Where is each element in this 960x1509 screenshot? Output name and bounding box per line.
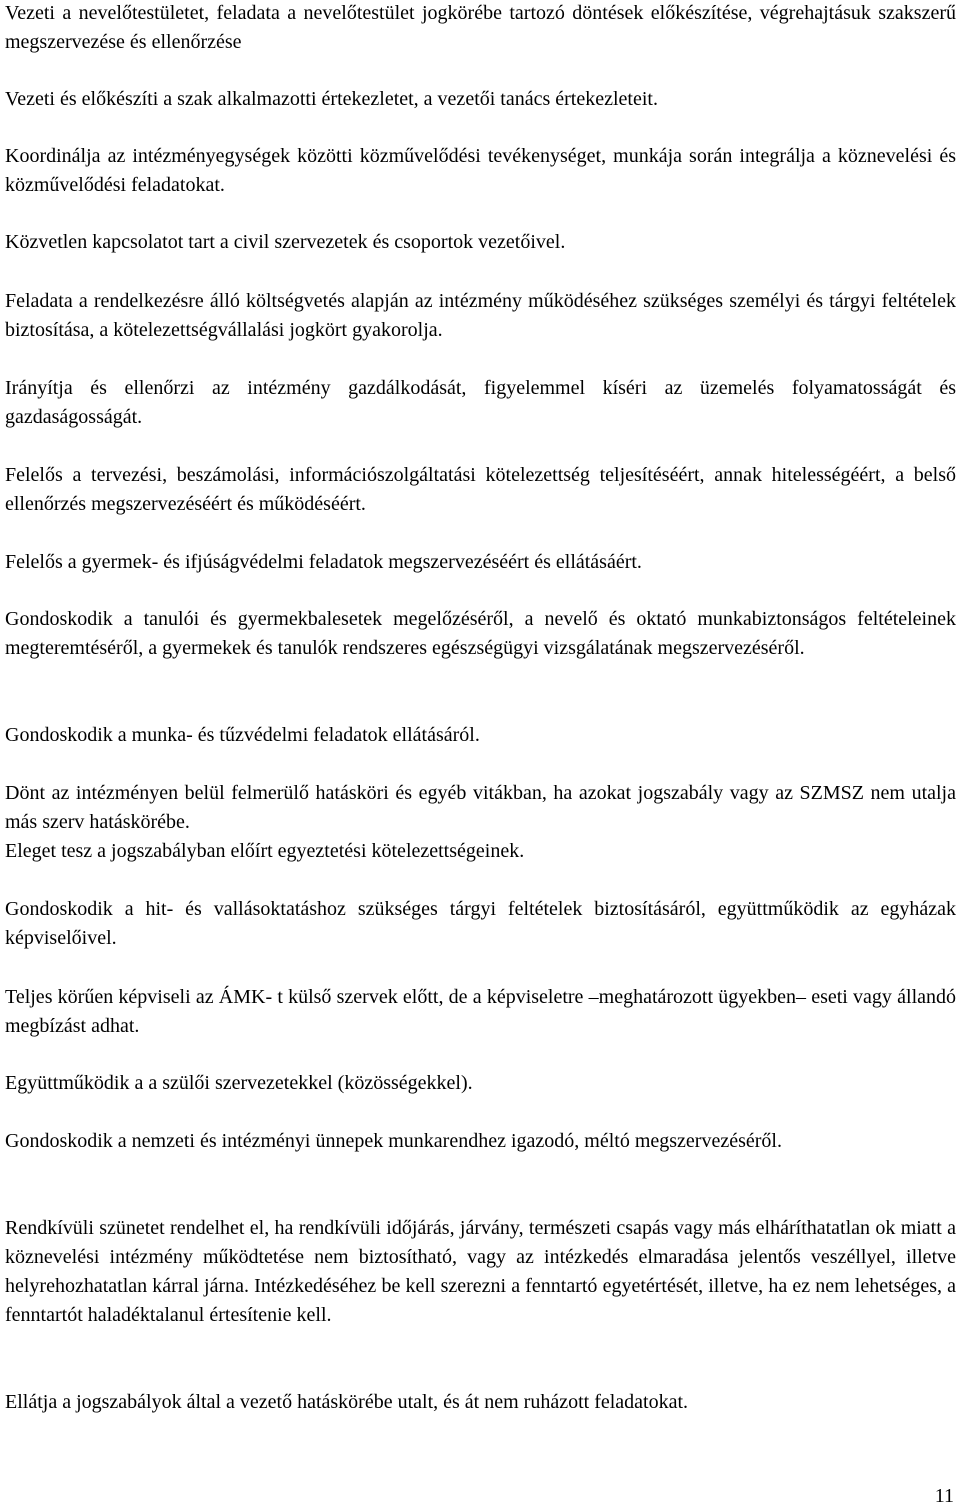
paragraph-5: Feladata a rendelkezésre álló költségvetés alapján az intézmény működéséhez szükséges személyi és tárgyi feltételek biztosítása, a kötelezettségvállalási jogkört gyakorolja. xyxy=(5,290,956,341)
paragraph-2: Vezeti és előkészíti a szak alkalmazotti értekezletet, a vezetői tanács értekezleteit. xyxy=(5,88,658,110)
paragraph-15: Együttműködik a a szülői szervezetekkel (közösségekkel). xyxy=(5,1072,473,1094)
paragraph-12: Eleget tesz a jogszabályban előírt egyeztetési kötelezettségeinek. xyxy=(5,840,525,862)
paragraph-4: Közvetlen kapcsolatot tart a civil szervezetek és csoportok vezetőivel. xyxy=(5,231,566,253)
paragraph-16: Gondoskodik a nemzeti és intézményi ünnepek munkarendhez igazodó, méltó megszervezéséről. xyxy=(5,1130,782,1152)
paragraph-11: Dönt az intézményen belül felmerülő hatásköri és egyéb vitákban, ha azokat jogszabály vagy az SZMSZ nem utalja más szerv hatáskörébe. xyxy=(5,782,956,833)
paragraph-17: Rendkívüli szünetet rendelhet el, ha rendkívüli időjárás, járvány, természeti csapás vagy más elháríthatatlan ok miatt a köznevelési intézmény működtetése nem biztosítható, vagy az intézkedés elmaradása jelentős veszéllyel, illetve helyrehozhatatlan kárral járna. Intézkedéséhez be kell szerezni a fenntartó egyetértését, illetve, ha ez nem lehetséges, a fenntartót haladéktalanul értesítenie kell. xyxy=(5,1217,956,1326)
paragraph-8: Felelős a gyermek- és ifjúságvédelmi feladatok megszervezéséért és ellátásáért. xyxy=(5,551,642,573)
paragraph-7: Felelős a tervezési, beszámolási, információszolgáltatási kötelezettség teljesítéséért, annak hitelességéért, a belső ellenőrzés megszervezéséért és működéséért. xyxy=(5,464,956,515)
paragraph-9: Gondoskodik a tanulói és gyermekbalesetek megelőzéséről, a nevelő és oktató munkabiztonságos feltételeinek megteremtéséről, a gyermekek és tanulók rendszeres egészségügyi vizsgálatának megszervezéséről. xyxy=(5,608,956,659)
paragraph-14: Teljes körűen képviseli az ÁMK- t külső szervek előtt, de a képviseletre –meghatározott ügyekben– eseti vagy állandó megbízást adhat. xyxy=(5,986,956,1037)
page-number: 11 xyxy=(934,1485,954,1507)
paragraph-3: Koordinálja az intézményegységek közötti közművelődési tevékenységet, munkája során integrálja a köznevelési és közművelődési feladatokat. xyxy=(5,145,956,196)
paragraph-18: Ellátja a jogszabályok által a vezető hatáskörébe utalt, és át nem ruházott feladatokat. xyxy=(5,1391,689,1413)
paragraph-13: Gondoskodik a hit- és vallásoktatáshoz szükséges tárgyi feltételek biztosításáról, együttműködik az egyházak képviselőivel. xyxy=(5,898,956,949)
paragraph-1: Vezeti a nevelőtestületet, feladata a nevelőtestület jogkörébe tartozó döntések előkészítése, végrehajtásuk szakszerű megszervezése és ellenőrzése xyxy=(5,2,956,53)
paragraph-10: Gondoskodik a munka- és tűzvédelmi feladatok ellátásáról. xyxy=(5,724,480,746)
paragraph-6: Irányítja és ellenőrzi az intézmény gazdálkodását, figyelemmel kíséri az üzemelés folyamatosságát és gazdaságosságát. xyxy=(5,377,956,428)
